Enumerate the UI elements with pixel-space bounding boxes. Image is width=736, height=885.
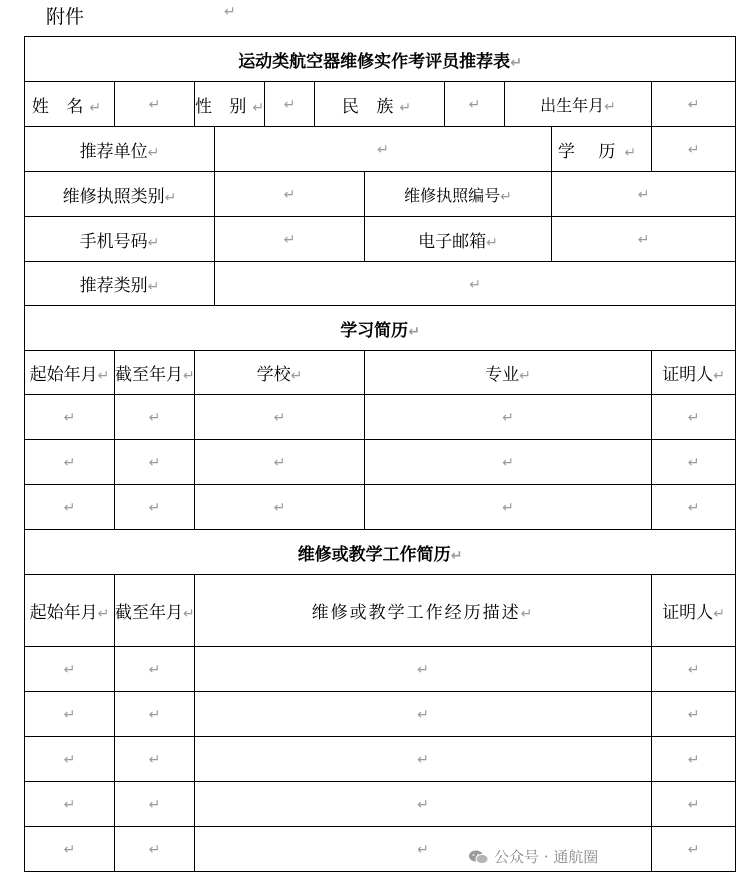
work-cell[interactable]: ↵ <box>652 827 736 872</box>
page-header <box>0 0 648 36</box>
work-cell[interactable]: ↵ <box>115 782 195 827</box>
work-cell[interactable]: ↵ <box>25 647 115 692</box>
study-cell[interactable]: ↵ <box>115 440 195 485</box>
unit-label: 推荐单位↵ <box>25 127 215 172</box>
study-cell[interactable]: ↵ <box>25 440 115 485</box>
wechat-icon <box>468 849 490 865</box>
study-header-major: 专业↵ <box>365 351 652 395</box>
study-cell[interactable]: ↵ <box>25 485 115 530</box>
work-row <box>25 782 736 827</box>
gender-value-cell[interactable]: ↵ <box>265 82 315 127</box>
work-header-description: 维修或教学工作经历描述↵ <box>195 575 652 647</box>
work-row <box>25 737 736 782</box>
unit-value-cell[interactable]: ↵ <box>215 127 552 172</box>
paragraph-mark: ↵ <box>224 4 236 20</box>
study-cell[interactable]: ↵ <box>365 395 652 440</box>
work-cell[interactable]: ↵ <box>115 692 195 737</box>
license-type-label: 维修执照类别↵ <box>25 172 215 217</box>
study-cell[interactable]: ↵ <box>195 395 365 440</box>
study-cell[interactable]: ↵ <box>195 440 365 485</box>
work-cell[interactable]: ↵ <box>652 737 736 782</box>
work-cell[interactable]: ↵ <box>195 782 652 827</box>
work-header-start: 起始年月↵ <box>25 575 115 647</box>
category-label: 推荐类别↵ <box>25 262 215 306</box>
ethnicity-value-cell[interactable]: ↵ <box>445 82 505 127</box>
work-cell[interactable]: ↵ <box>652 692 736 737</box>
phone-value-cell[interactable]: ↵ <box>215 217 365 262</box>
watermark <box>468 846 598 867</box>
license-number-value-cell[interactable]: ↵ <box>552 172 736 217</box>
study-row <box>25 395 736 440</box>
work-cell[interactable]: ↵ <box>195 827 652 872</box>
work-cell[interactable]: ↵ <box>115 647 195 692</box>
name-value-cell[interactable]: ↵ <box>115 82 195 127</box>
work-cell[interactable]: ↵ <box>25 692 115 737</box>
license-type-value-cell[interactable]: ↵ <box>215 172 365 217</box>
form-title: 运动类航空器维修实作考评员推荐表↵ <box>25 37 736 82</box>
work-header-end: 截至年月↵ <box>115 575 195 647</box>
work-header-witness: 证明人↵ <box>652 575 736 647</box>
birth-value-cell[interactable]: ↵ <box>652 82 736 127</box>
work-section-title: 维修或教学工作简历↵ <box>25 530 736 575</box>
email-label: 电子邮箱↵ <box>365 217 552 262</box>
work-cell[interactable]: ↵ <box>25 827 115 872</box>
study-cell[interactable]: ↵ <box>115 395 195 440</box>
name-label: 姓 名↵ <box>25 82 115 127</box>
ethnicity-label: 民 族↵ <box>315 82 445 127</box>
study-cell[interactable]: ↵ <box>25 395 115 440</box>
study-cell[interactable]: ↵ <box>115 485 195 530</box>
work-cell[interactable]: ↵ <box>195 737 652 782</box>
study-row <box>25 440 736 485</box>
work-cell[interactable]: ↵ <box>195 692 652 737</box>
recommendation-form-table <box>24 36 736 872</box>
study-cell[interactable]: ↵ <box>195 485 365 530</box>
education-value-cell[interactable]: ↵ <box>652 127 736 172</box>
study-header-end: 截至年月↵ <box>115 351 195 395</box>
work-row <box>25 647 736 692</box>
watermark-text: 公众号 · 通航圈 <box>494 848 599 866</box>
study-cell[interactable]: ↵ <box>365 485 652 530</box>
work-row <box>25 827 736 872</box>
study-header-start: 起始年月↵ <box>25 351 115 395</box>
study-header-witness: 证明人↵ <box>652 351 736 395</box>
gender-label: 性 别↵ <box>195 82 265 127</box>
phone-label: 手机号码↵ <box>25 217 215 262</box>
study-cell[interactable]: ↵ <box>365 440 652 485</box>
attachment-label: 附件 <box>46 6 85 28</box>
license-number-label: 维修执照编号↵ <box>365 172 552 217</box>
email-value-cell[interactable]: ↵ <box>552 217 736 262</box>
birth-label: 出生年月↵ <box>505 82 652 127</box>
education-label: 学 历↵ <box>552 127 652 172</box>
category-value-cell[interactable]: ↵ <box>215 262 736 306</box>
work-cell[interactable]: ↵ <box>652 647 736 692</box>
work-cell[interactable]: ↵ <box>652 782 736 827</box>
work-row <box>25 692 736 737</box>
study-cell[interactable]: ↵ <box>652 440 736 485</box>
work-cell[interactable]: ↵ <box>195 647 652 692</box>
study-section-title: 学习简历↵ <box>25 306 736 351</box>
work-cell[interactable]: ↵ <box>25 782 115 827</box>
study-cell[interactable]: ↵ <box>652 485 736 530</box>
work-cell[interactable]: ↵ <box>25 737 115 782</box>
work-cell[interactable]: ↵ <box>115 827 195 872</box>
study-cell[interactable]: ↵ <box>652 395 736 440</box>
study-row <box>25 485 736 530</box>
work-cell[interactable]: ↵ <box>115 737 195 782</box>
study-header-school: 学校↵ <box>195 351 365 395</box>
